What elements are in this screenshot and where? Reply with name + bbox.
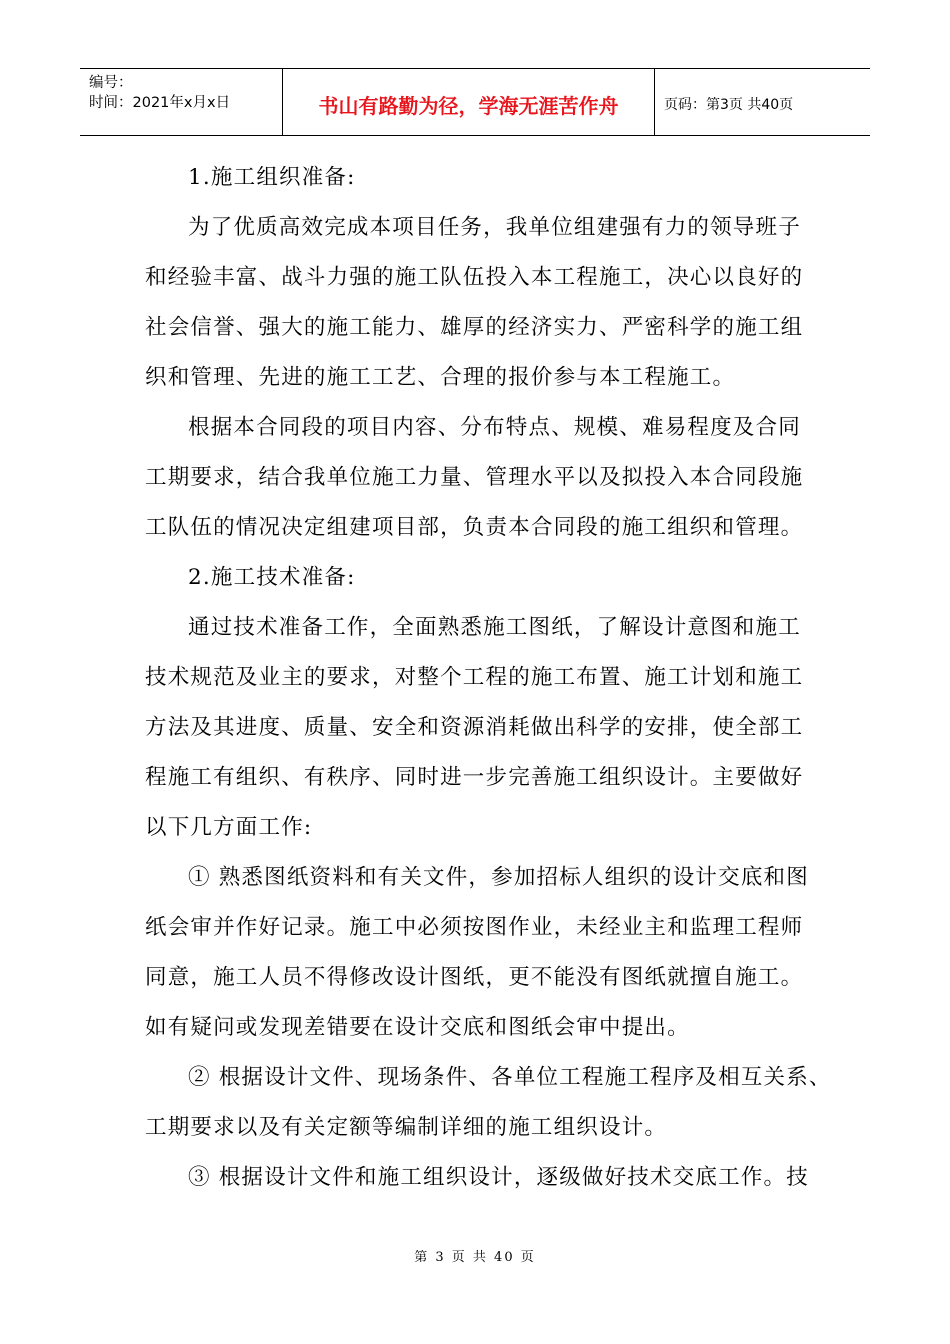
list-item-3: ③ 根据设计文件和施工组织设计，逐级做好技术交底工作。技 [188,1165,809,1190]
paragraph-line: 工期要求，结合我单位施工力量、管理水平以及拟投入本合同段施 [145,465,804,490]
paragraph-line: 工队伍的情况决定组建项目部，负责本合同段的施工组织和管理。 [145,515,804,540]
paragraph-line: 纸会审并作好记录。施工中必须按图作业，未经业主和监理工程师 [145,915,804,940]
paragraph-line: 方法及其进度、质量、安全和资源消耗做出科学的安排，使全部工 [145,715,804,740]
section-heading-2: 2.施工技术准备: [188,565,356,590]
list-item-2: ② 根据设计文件、现场条件、各单位工程施工程序及相互关系、 [188,1065,832,1090]
header-motto: 书山有路勤为径，学海无涯苦作舟 [283,69,655,135]
header-page-info: 页码：第3页 共40页 [664,97,794,113]
paragraph-line: 同意，施工人员不得修改设计图纸，更不能没有图纸就擅自施工。 [145,965,804,990]
date-label: 时间：2021年x月x日 [89,95,231,111]
page-footer: 第 3 页 共 40 页 [414,1250,536,1265]
paragraph-line: 程施工有组织、有秩序、同时进一步完善施工组织设计。主要做好 [145,765,804,790]
paragraph-line: 社会信誉、强大的施工能力、雄厚的经济实力、严密科学的施工组 [145,315,804,340]
list-item-1: ① 熟悉图纸资料和有关文件，参加招标人组织的设计交底和图 [188,865,809,890]
header-meta [80,69,283,135]
document-header [80,68,870,136]
paragraph-line: 根据本合同段的项目内容、分布特点、规模、难易程度及合同 [188,415,801,440]
paragraph-line: 织和管理、先进的施工工艺、合理的报价参与本工程施工。 [145,365,736,390]
paragraph-line: 通过技术准备工作，全面熟悉施工图纸，了解设计意图和施工 [188,615,801,640]
number-label: 编号： [89,75,133,91]
paragraph-line: 以下几方面工作: [145,815,313,840]
paragraph-line: 和经验丰富、战斗力强的施工队伍投入本工程施工，决心以良好的 [145,265,804,290]
section-heading-1: 1.施工组织准备: [188,165,356,190]
paragraph-line: 如有疑问或发现差错要在设计交底和图纸会审中提出。 [145,1015,690,1040]
paragraph-line: 技术规范及业主的要求，对整个工程的施工布置、施工计划和施工 [145,665,804,690]
paragraph-line: 为了优质高效完成本项目任务，我单位组建强有力的领导班子 [188,215,801,240]
paragraph-line: 工期要求以及有关定额等编制详细的施工组织设计。 [145,1115,668,1140]
